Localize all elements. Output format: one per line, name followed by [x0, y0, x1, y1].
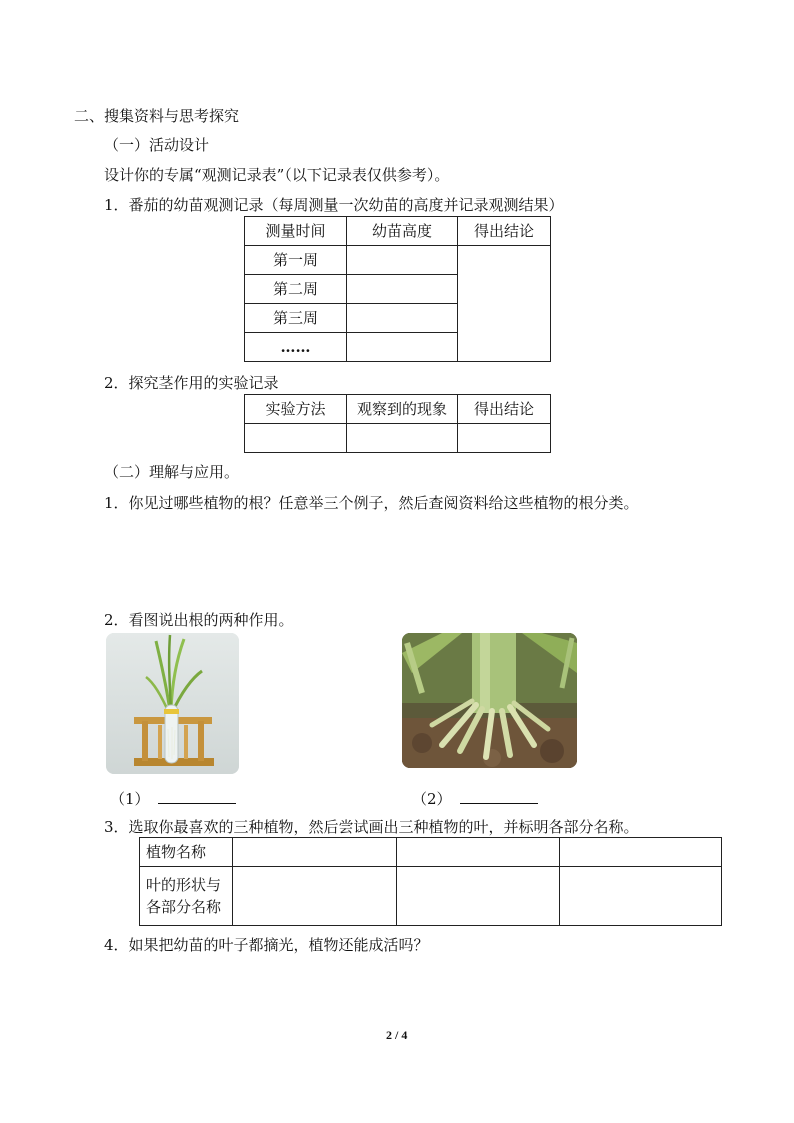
table1-row-week1: 第一周: [245, 246, 347, 275]
table3-cell-empty[interactable]: [560, 838, 722, 867]
figure1-label: （1）: [110, 790, 150, 808]
figure2-blank[interactable]: [460, 789, 538, 804]
table2-header-method: 实验方法: [245, 395, 347, 424]
table1-row-ellipsis: ……: [245, 333, 347, 362]
test-tube-plant-illustration: [106, 633, 239, 774]
question-3: 3．选取你最喜欢的三种植物，然后尝试画出三种植物的叶，并标明各部分名称。: [104, 818, 639, 836]
table2-cell-empty[interactable]: [245, 424, 347, 453]
figure1-answer[interactable]: [110, 789, 236, 808]
figure2-answer[interactable]: [412, 789, 538, 808]
page-number: 2 / 4: [386, 1028, 408, 1042]
table1-header-time: 测量时间: [245, 217, 347, 246]
table3-leaf-shape-label-line2: 各部分名称: [146, 898, 222, 916]
table1-row-week3: 第三周: [245, 304, 347, 333]
section-heading: 二、搜集资料与思考探究: [74, 107, 240, 125]
seedling-record-table: [244, 216, 551, 362]
item2-title: 2．探究茎作用的实验记录: [104, 374, 279, 392]
figure2-label: （2）: [412, 790, 452, 808]
table1-cell-empty[interactable]: [347, 333, 458, 362]
question-4: 4．如果把幼苗的叶子都摘光，植物还能成活吗？: [104, 936, 429, 954]
table3-cell-empty[interactable]: [233, 867, 397, 926]
table2-cell-empty[interactable]: [347, 424, 458, 453]
part2-title: （二）理解与应用。: [104, 463, 240, 481]
table1-row-week2: 第二周: [245, 275, 347, 304]
table3-cell-empty[interactable]: [560, 867, 722, 926]
table1-cell-empty[interactable]: [347, 304, 458, 333]
figure1-blank[interactable]: [158, 789, 236, 804]
table3-cell-empty[interactable]: [233, 838, 397, 867]
table2-header-conclusion: 得出结论: [458, 395, 551, 424]
question-2: 2．看图说出根的两种作用。: [104, 611, 294, 629]
design-intro: 设计你的专属“观测记录表”（以下记录表仅供参考）。: [104, 166, 450, 184]
item1-title: 1．番茄的幼苗观测记录（每周测量一次幼苗的高度并记录观测结果）: [104, 196, 564, 214]
table1-cell-empty[interactable]: [347, 275, 458, 304]
table1-conclusion-cell[interactable]: [458, 246, 551, 362]
table3-cell-empty[interactable]: [397, 838, 560, 867]
table3-leaf-shape-label: [140, 867, 233, 926]
table2-cell-empty[interactable]: [458, 424, 551, 453]
table3-plant-name-label: 植物名称: [140, 838, 233, 867]
leaf-drawing-table: [139, 837, 722, 926]
table2-header-observation: 观察到的现象: [347, 395, 458, 424]
prop-roots-illustration: [402, 633, 577, 768]
question-1: 1．你见过哪些植物的根？任意举三个例子，然后查阅资料给这些植物的根分类。: [104, 494, 639, 512]
prop-roots-image: [402, 633, 577, 768]
table1-cell-empty[interactable]: [347, 246, 458, 275]
table3-cell-empty[interactable]: [397, 867, 560, 926]
table1-header-conclusion: 得出结论: [458, 217, 551, 246]
stem-experiment-table: [244, 394, 551, 453]
part1-title: （一）活动设计: [104, 136, 210, 154]
table1-header-height: 幼苗高度: [347, 217, 458, 246]
test-tube-plant-image: [106, 633, 239, 774]
table3-leaf-shape-label-line1: 叶的形状与: [146, 876, 222, 894]
